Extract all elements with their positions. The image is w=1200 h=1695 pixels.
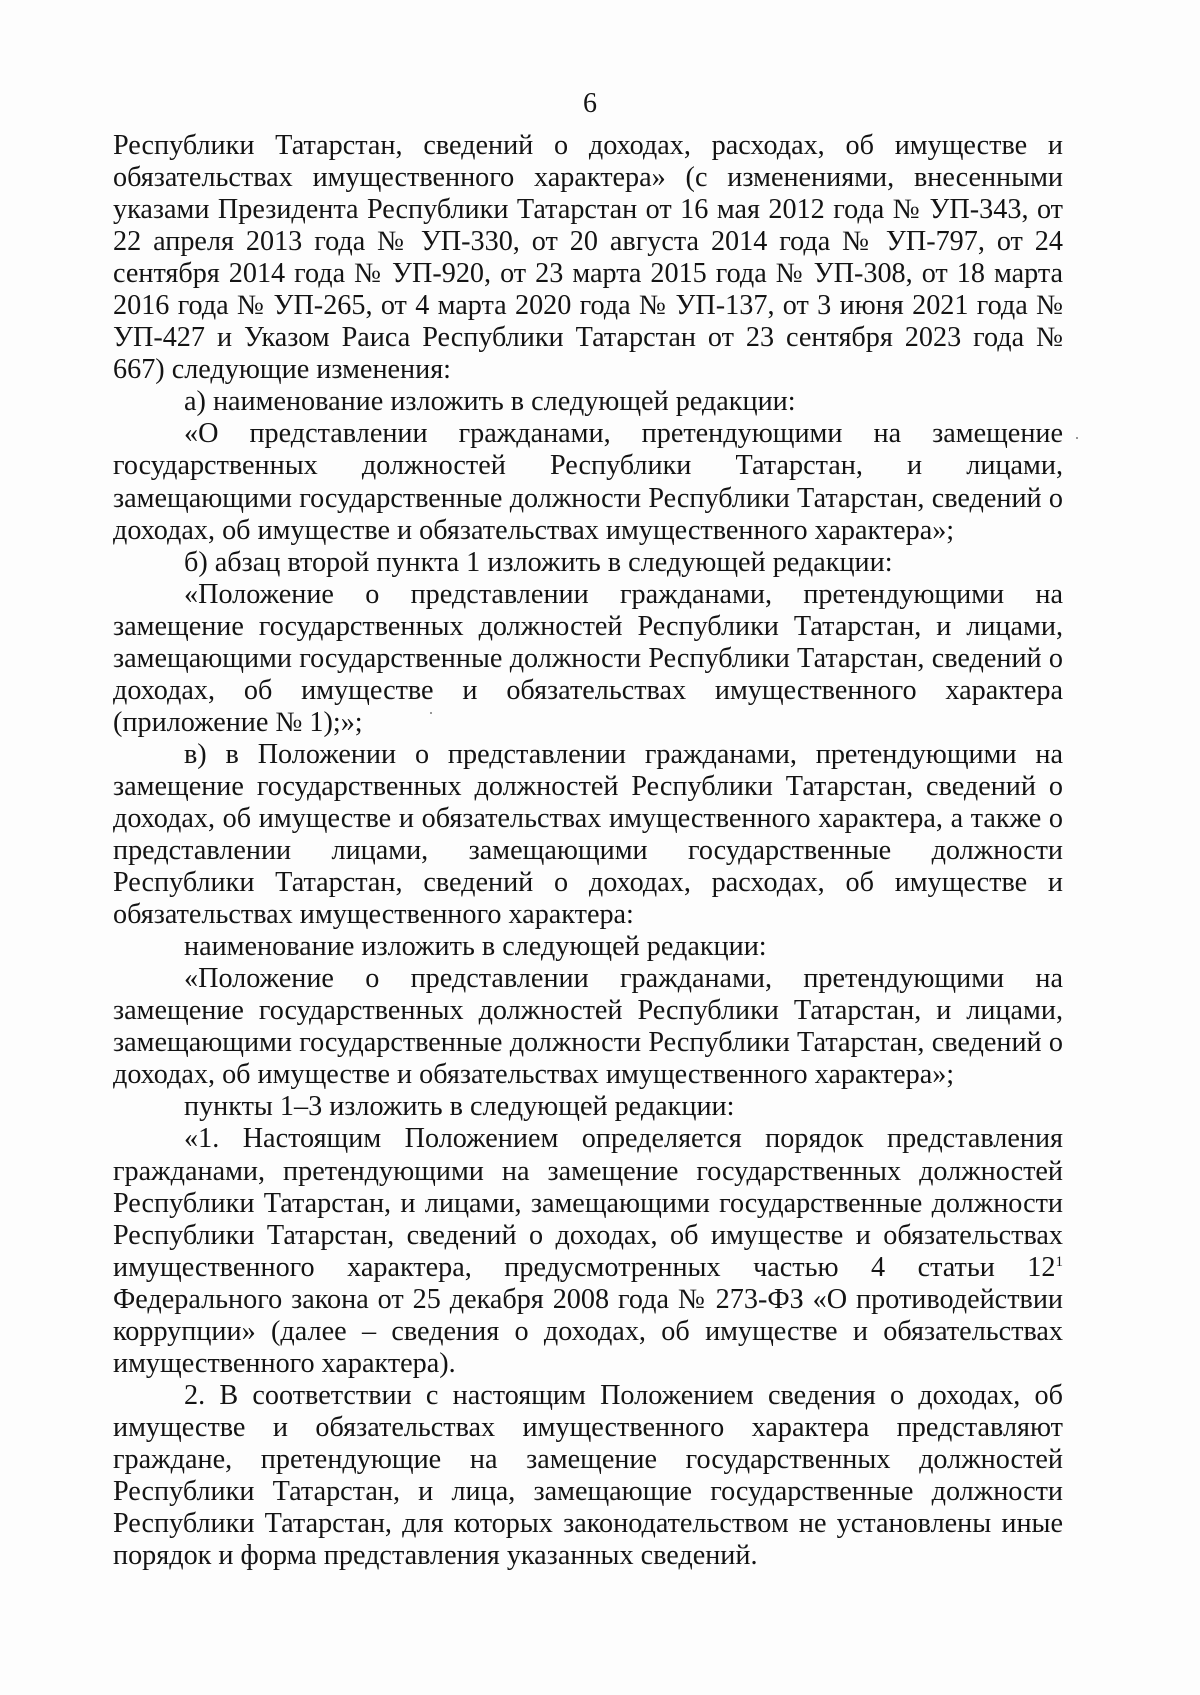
paragraph-quote-regulation-title: «Положение о представлении гражданами, претендующими на замещение государственных должностей Республики Татарстан, и лицами, замещающими государственные должности Республики Татарстан, сведений о доходах, об имуществе и обязательствах имущественного характера»; [113, 963, 1063, 1091]
paragraph-points-change: пункты 1–3 изложить в следующей редакции: [184, 1091, 735, 1123]
point-1-text: «1. Настоящим Положением определяется порядок представления гражданами, претендующими на замещение государственных должностей Республики Татарстан, и лицами, замещающими государственные должности Республики Татарстан, сведений о доходах, об имуществе и обязательствах имущественного характера, предусмотренных частью 4 статьи 12 [113, 1123, 1063, 1283]
article-superscript: 1 [1055, 1253, 1063, 1270]
scan-dust-mark [1076, 437, 1078, 439]
paragraph-quote-title: «О представлении гражданами, претендующими на замещение государственных должностей Республики Татарстан, и лицами, замещающими государственные должности Республики Татарстан, сведений о доходах, об имуществе и обязательствах имущественного характера»; [113, 418, 1063, 546]
paragraph-point-1 [113, 1123, 1063, 1379]
page-number: 6 [583, 88, 597, 119]
paragraph-continuation: Республики Татарстан, сведений о доходах, расходах, об имуществе и обязательствах имущественного характера» (с изменениями, внесенными указами Президента Республики Татарстан от 16 мая 2012 года № УП-343, от 22 апреля 2013 года № УП-330, от 20 августа 2014 года № УП-797, от 24 сентября 2014 года № УП-920, от 23 марта 2015 года № УП-308, от 18 марта 2016 года № УП-265, от 4 марта 2020 года № УП-137, от 3 июня 2021 года № УП-427 и Указом Раиса Республики Татарстан от 23 сентября 2023 года № 667) следующие изменения: [113, 130, 1063, 386]
paragraph-title-change: наименование изложить в следующей редакции: [184, 931, 767, 963]
paragraph-item-a: а) наименование изложить в следующей редакции: [184, 386, 796, 418]
document-body [113, 130, 1063, 1572]
paragraph-quote-regulation: «Положение о представлении гражданами, претендующими на замещение государственных должностей Республики Татарстан, и лицами, замещающими государственные должности Республики Татарстан, сведений о доходах, об имуществе и обязательствах имущественного характера (приложение № 1);»; [113, 578, 1063, 738]
point-1-text-continued: Федерального закона от 25 декабря 2008 года № 273-ФЗ «О противодействии коррупции» (далее – сведения о доходах, об имуществе и обязательствах имущественного характера). [113, 1283, 1063, 1379]
scan-dust-mark [430, 712, 432, 714]
paragraph-point-2: 2. В соответствии с настоящим Положением сведения о доходах, об имуществе и обязательствах имущественного характера представляют граждане, претендующие на замещение государственных должностей Республики Татарстан, и лица, замещающие государственные должности Республики Татарстан, для которых законодательством не установлены иные порядок и форма представления указанных сведений. [113, 1379, 1063, 1572]
paragraph-item-b: б) абзац второй пункта 1 изложить в следующей редакции: [184, 546, 893, 578]
paragraph-item-v: в) в Положении о представлении гражданами, претендующими на замещение государственных должностей Республики Татарстан, сведений о доходах, об имуществе и обязательствах имущественного характера, а также о представлении лицами, замещающими государственные должности Республики Татарстан, сведений о доходах, расходах, об имуществе и обязательствах имущественного характера: [113, 738, 1063, 931]
